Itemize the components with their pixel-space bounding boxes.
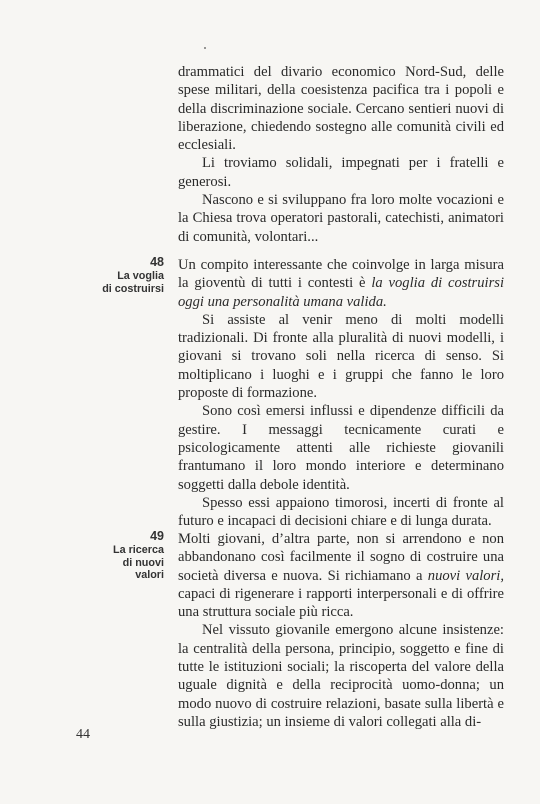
section-number: 49	[150, 529, 164, 543]
paragraph: Spesso essi appaiono timorosi, incerti di fronte al futuro e incapaci di decisioni chiare e di lunga durata.	[178, 494, 504, 530]
italic-phrase: la voglia di costruirsi oggi una personalità umana valida.	[178, 275, 505, 310]
continuation-text	[178, 63, 504, 246]
text-run: Un compito interessante che coinvolge in larga misura la gioventù di tutti i contesti è	[178, 257, 504, 292]
section-49-marginal	[70, 528, 164, 582]
section-title-line: La ricerca	[112, 544, 164, 556]
section-number: 48	[150, 255, 164, 269]
paragraph: drammatici del divario economico Nord-Sud, delle spese militari, della coesistenza pacifica tra i popoli e della discriminazione sociale. Cercano sentieri nuovi di liberazione, chiedendo sostegno alle comunità civili ed ecclesiali.	[178, 64, 504, 154]
text-run: capaci di rigenerare i rapporti interpersonali e di offrire una struttura sociale più ricca.	[178, 585, 504, 621]
section-title-line: La voglia	[117, 270, 164, 282]
paragraph	[178, 530, 504, 621]
section-title-line: di nuovi	[122, 556, 164, 569]
section-title-line: di costruirsi	[102, 282, 164, 295]
paragraph	[178, 256, 504, 311]
paragraph: Nel vissuto giovanile emergono alcune insistenze: la centralità della persona, principio, soggetto e fine di tutte le istituzioni sociali; la riscoperta del valore della uguale dignità e della reciprocità uomo-donna; un modo nuovo di costruire relazioni, basate sulla libertà e sulla giustizia; un insieme di valori collegati alla di-	[178, 622, 504, 730]
paragraph: Li troviamo solidali, impegnati per i fratelli e generosi.	[178, 155, 504, 190]
section-title-line: valori	[135, 569, 164, 581]
section-49-text	[178, 530, 504, 731]
paragraph: Sono così emersi influssi e dipendenze difficili da gestire. I messaggi tecnicamente curati e psicologicamente attenti alle richieste giovanili frantumano il loro mondo interiore e determinano soggetti dalla debole identità.	[178, 403, 504, 493]
paragraph: Si assiste al venir meno di molti modelli tradizionali. Di fronte alla pluralità di nuovi modelli, i giovani si trovano soli nella ricerca di senso. Si moltiplicano i luoghi e i gruppi che fanno le loro proposte di formazione.	[178, 311, 504, 402]
text-run: Molti giovani, d’altra parte, non si arrendono e non abbandonano così facilmente il sogno di costruire una società diversa e nuova. Si richiamano a	[178, 531, 504, 584]
page-number: 44	[76, 727, 90, 742]
section-48-marginal	[70, 254, 164, 295]
italic-phrase: nuovi valori,	[427, 567, 504, 584]
print-speck	[204, 47, 206, 49]
paragraph: Nascono e si sviluppano fra loro molte vocazioni e la Chiesa trova operatori pastorali, catechisti, animatori di comunità, volontari...	[178, 192, 504, 245]
section-48-text	[178, 256, 504, 530]
